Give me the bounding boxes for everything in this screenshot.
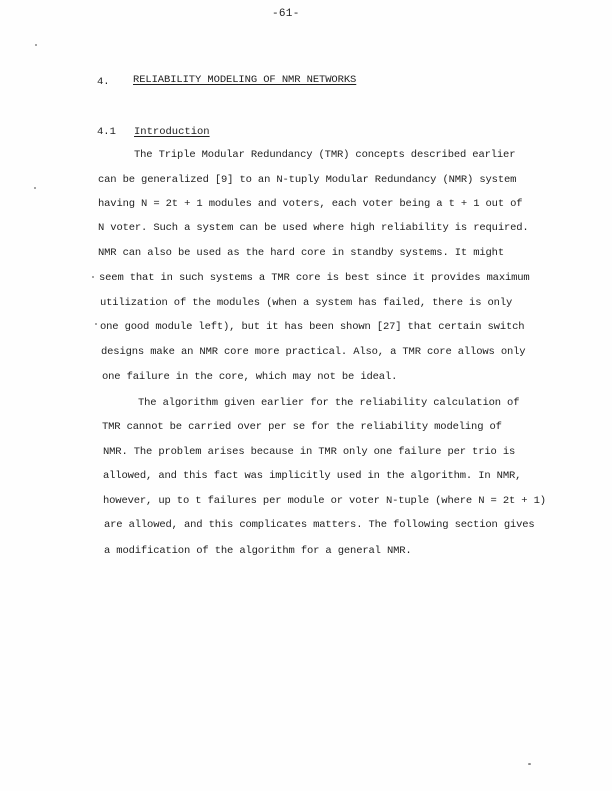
scan-speck — [528, 763, 531, 765]
paragraph-2-line: TMR cannot be carried over per se for the reliability modeling of — [102, 421, 502, 433]
scan-speck — [92, 276, 94, 278]
paragraph-1-line: NMR can also be used as the hard core in standby systems. It might — [98, 247, 504, 259]
paragraph-1-line: seem that in such systems a TMR core is best since it provides maximum — [99, 272, 530, 284]
chapter-number: 4. — [97, 76, 110, 88]
paragraph-2-line: are allowed, and this complicates matters. The following section gives — [104, 519, 535, 531]
paragraph-1-line: can be generalized [9] to an N-tuply Modular Redundancy (NMR) system — [98, 174, 517, 186]
paragraph-2-line: a modification of the algorithm for a general NMR. — [104, 545, 412, 557]
paragraph-1-line: The Triple Modular Redundancy (TMR) concepts described earlier — [134, 149, 516, 161]
chapter-title: RELIABILITY MODELING OF NMR NETWORKS — [133, 74, 357, 86]
paragraph-1-line: having N = 2t + 1 modules and voters, each voter being a t + 1 out of — [98, 198, 523, 210]
section-number: 4.1 — [97, 126, 116, 138]
paragraph-2-line: however, up to t failures per module or voter N-tuple (where N = 2t + 1) — [103, 495, 546, 507]
paragraph-1-line: utilization of the modules (when a system has failed, there is only — [100, 297, 513, 309]
paragraph-2-line: allowed, and this fact was implicitly used in the algorithm. In NMR, — [103, 470, 522, 482]
paragraph-2-line: NMR. The problem arises because in TMR only one failure per trio is — [103, 446, 516, 458]
page-number: -61- — [272, 8, 300, 20]
paragraph-1-line: N voter. Such a system can be used where high reliability is required. — [98, 222, 529, 234]
paragraph-1-line: designs make an NMR core more practical. Also, a TMR core allows only — [101, 346, 526, 358]
scan-speck — [34, 187, 36, 189]
paragraph-1-line: one good module left), but it has been shown [27] that certain switch — [100, 321, 525, 333]
scan-speck — [95, 323, 97, 325]
section-title: Introduction — [134, 126, 210, 138]
paragraph-1-line: one failure in the core, which may not be ideal. — [102, 371, 398, 383]
paragraph-2-line: The algorithm given earlier for the reliability calculation of — [138, 397, 520, 409]
scan-speck — [35, 44, 37, 46]
